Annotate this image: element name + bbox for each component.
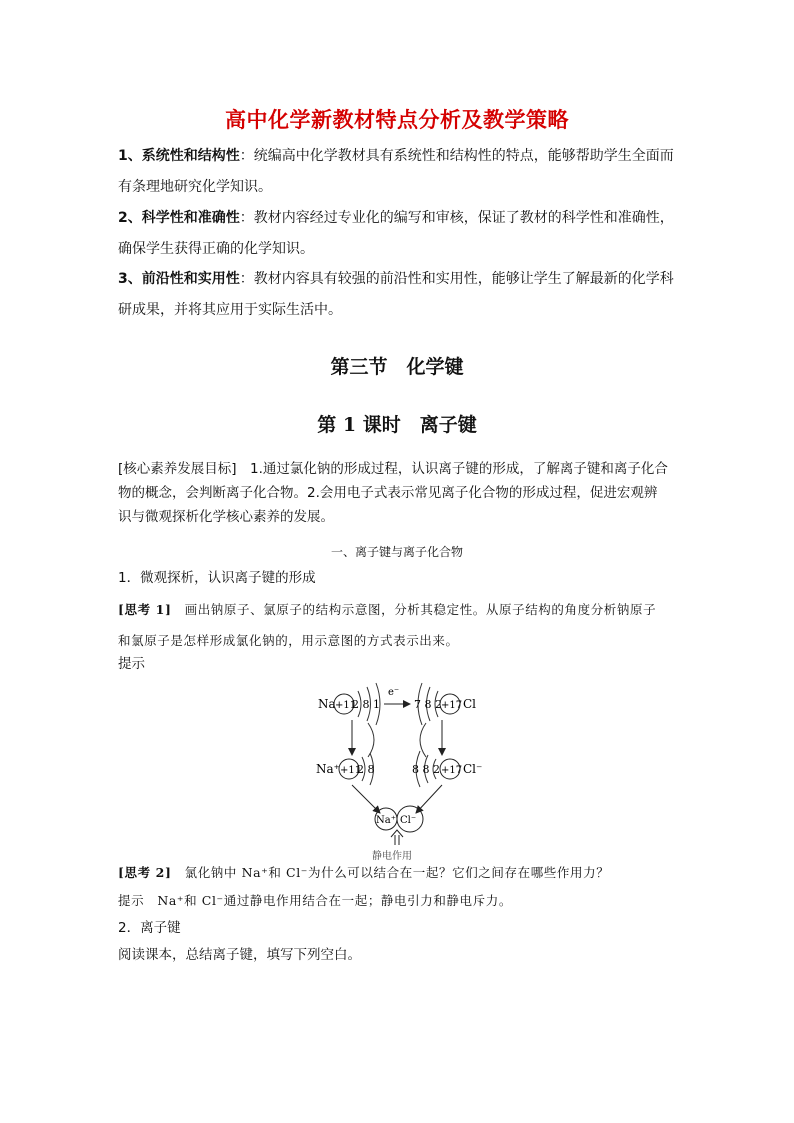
hint-label: 提示: [118, 893, 145, 908]
hint-2: 提示 Na⁺和 Cl⁻通过静电作用结合在一起；静电引力和静电斥力。: [118, 893, 512, 908]
item-1-heading: 1．微观探析，认识离子键的形成: [118, 570, 316, 586]
document-title: 高中化学新教材特点分析及教学策略: [225, 108, 569, 132]
feature-point-2: 2、科学性和准确性：教材内容经过专业化的编写和审核，保证了教材的科学性和准确性， 确保学生获得正确的化学知识。: [118, 210, 674, 257]
cl-shells: 7 8 2: [414, 698, 442, 711]
feature-text-cont: 确保学生获得正确的化学知识。: [118, 241, 314, 257]
feature-text: 统编高中化学教材具有系统性和结构性的特点，能够帮助学生全面而: [253, 148, 674, 164]
item-2-heading: 2．离子键: [118, 920, 181, 936]
feature-text-cont: 研成果，并将其应用于实际生活中。: [118, 302, 342, 318]
hint-label: 提示: [118, 656, 145, 672]
feature-point-1: 1、系统性和结构性：统编高中化学教材具有系统性和结构性的特点，能够帮助学生全面而 有条理地研究化学知识。: [118, 148, 674, 195]
electron-label: e⁻: [388, 687, 400, 698]
product-cl: Cl⁻: [400, 815, 417, 826]
feature-label: 3、前沿性和实用性: [118, 271, 240, 287]
reading-instruction: 阅读课本，总结离子键，填写下列空白。: [118, 947, 361, 963]
think-label: [思考 1]: [118, 602, 172, 617]
core-goals: [核心素养发展目标] 1.通过氯化钠的形成过程，认识离子键的形成，了解离子键和离子化合 物的概念，会判断离子化合物。2.会用电子式表示常见离子化合物的形成过程，促进宏观辨 识与微观探析化学核心素养的发展。: [118, 461, 668, 525]
think-1: [思考 1] 画出钠原子、氯原子的结构示意图，分析其稳定性。从原子结构的角度分析钠原子 和氯原子是怎样形成氯化钠的，用示意图的方式表示出来。: [118, 602, 657, 648]
think-label: [思考 2]: [118, 865, 172, 880]
na-shells: 2 8 1: [352, 698, 380, 711]
cl-nucleus: +17: [441, 700, 463, 711]
subsection-heading: 一、离子键与离子化合物: [330, 545, 463, 559]
cl-ion-symbol: Cl⁻: [463, 762, 483, 776]
cl-symbol: Cl: [463, 697, 477, 711]
cl-ion-shells: 8 8 2: [412, 763, 440, 776]
svg-text:+11: +11: [340, 765, 362, 776]
svg-text:+17: +17: [441, 765, 463, 776]
feature-text-cont: 有条理地研究化学知识。: [118, 179, 272, 195]
feature-text: 教材内容经过专业化的编写和审核，保证了教材的科学性和准确性，: [253, 210, 674, 226]
na-nucleus: +11: [335, 700, 357, 711]
feature-label: 2、科学性和准确性: [118, 210, 240, 226]
product-na: Na⁺: [376, 815, 396, 826]
na-symbol: Na: [318, 697, 336, 711]
feature-label: 1、系统性和结构性: [118, 148, 240, 164]
na-ion-symbol: Na⁺: [316, 762, 340, 776]
force-label: 静电作用: [372, 851, 412, 862]
section-title: 第三节 化学键: [330, 356, 464, 378]
nacl-formation-diagram: [0, 675, 794, 865]
think-2: [思考 2] 氯化钠中 Na⁺和 Cl⁻为什么可以结合在一起？它们之间存在哪些作用力？: [118, 865, 610, 880]
lesson-title: 第 1 课时 离子键: [317, 414, 477, 436]
feature-point-3: 3、前沿性和实用性：教材内容具有较强的前沿性和实用性，能够让学生了解最新的化学科 研成果，并将其应用于实际生活中。: [118, 271, 674, 318]
feature-text: 教材内容具有较强的前沿性和实用性，能够让学生了解最新的化学科: [253, 271, 674, 287]
na-ion-shells: 2 8: [357, 763, 375, 776]
